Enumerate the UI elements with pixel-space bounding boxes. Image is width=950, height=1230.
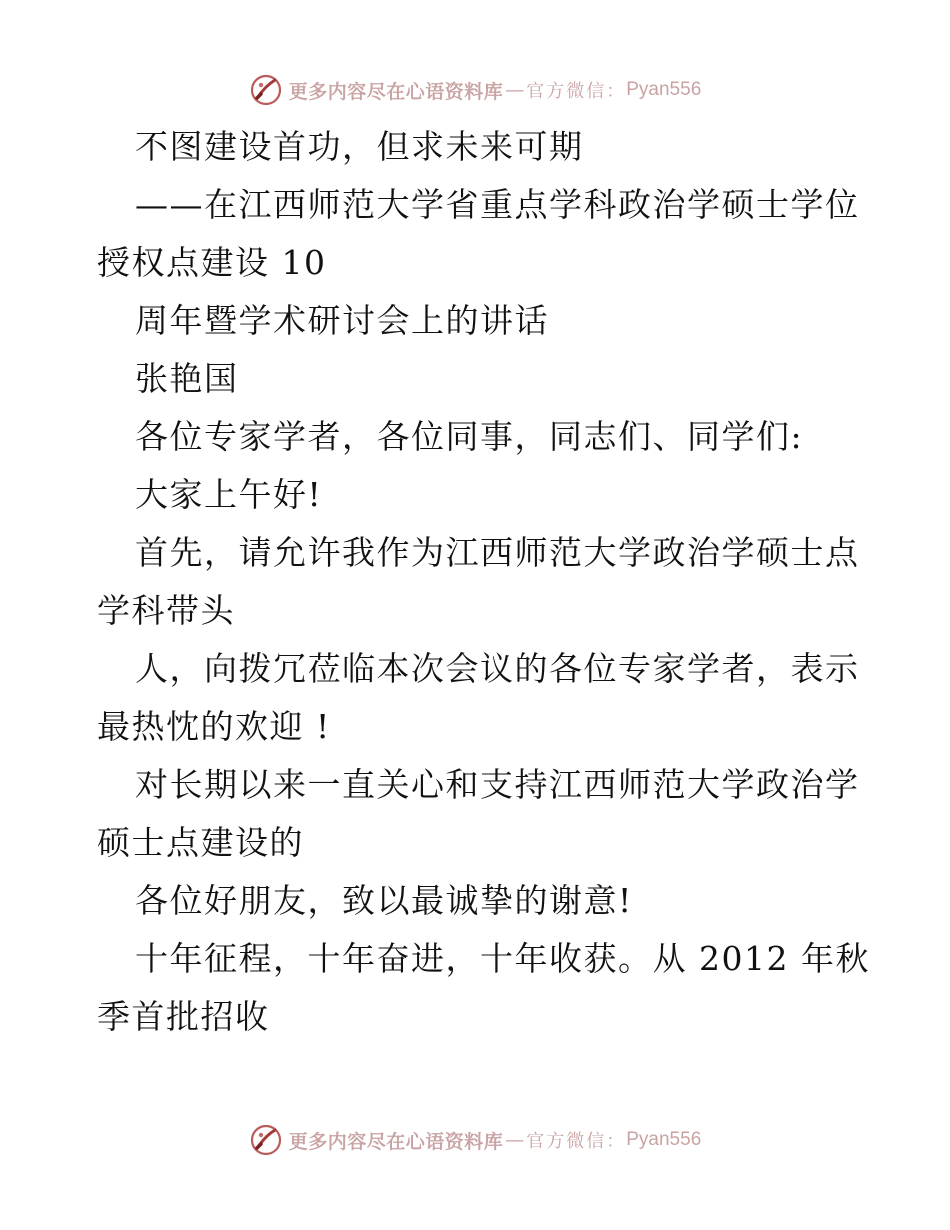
paragraph-line: 季首批招收 <box>97 997 270 1036</box>
speech-author: 张艳国 <box>135 359 239 398</box>
watermark-wechat-label: 官方微信： <box>526 1131 627 1152</box>
watermark-wechat-id: Pyan556 <box>626 79 702 100</box>
brush-pen-logo-icon <box>249 73 283 107</box>
watermark-dash: — <box>505 79 525 101</box>
speech-subtitle-line-1: ——在江西师范大学省重点学科政治学硕士学位 <box>135 185 860 224</box>
watermark-text: 更多内容尽在心语资料库 <box>288 80 504 103</box>
paragraph-line: 各位好朋友，致以最诚挚的谢意! <box>135 881 633 920</box>
paragraph-line: 最热忱的欢迎 ! <box>97 707 331 746</box>
document-body <box>97 118 870 1046</box>
paragraph-line: 十年征程，十年奋进，十年收获。从 2012 年秋 <box>135 939 870 978</box>
speech-subtitle-line-3: 周年暨学术研讨会上的讲话 <box>135 301 549 340</box>
watermark-wechat-label: 官方微信： <box>526 81 627 102</box>
speech-subtitle-line-2: 授权点建设 10 <box>97 243 327 282</box>
speech-title: 不图建设首功，但求未来可期 <box>135 127 584 166</box>
speech-salutation: 各位专家学者，各位同事，同志们、同学们: <box>135 417 804 456</box>
footer-watermark <box>0 1120 950 1160</box>
paragraph-line: 对长期以来一直关心和支持江西师范大学政治学 <box>135 765 860 804</box>
brush-pen-logo-icon <box>249 1123 283 1157</box>
paragraph-line: 首先，请允许我作为江西师范大学政治学硕士点 <box>135 533 860 572</box>
header-watermark <box>0 70 950 110</box>
speech-greeting: 大家上午好! <box>135 475 323 514</box>
watermark-dash: — <box>505 1129 525 1151</box>
watermark-wechat-id: Pyan556 <box>626 1129 702 1150</box>
watermark-text: 更多内容尽在心语资料库 <box>288 1130 504 1153</box>
paragraph-line: 学科带头 <box>97 591 235 630</box>
paragraph-line: 人，向拨冗莅临本次会议的各位专家学者，表示 <box>135 649 860 688</box>
paragraph-line: 硕士点建设的 <box>97 823 304 862</box>
